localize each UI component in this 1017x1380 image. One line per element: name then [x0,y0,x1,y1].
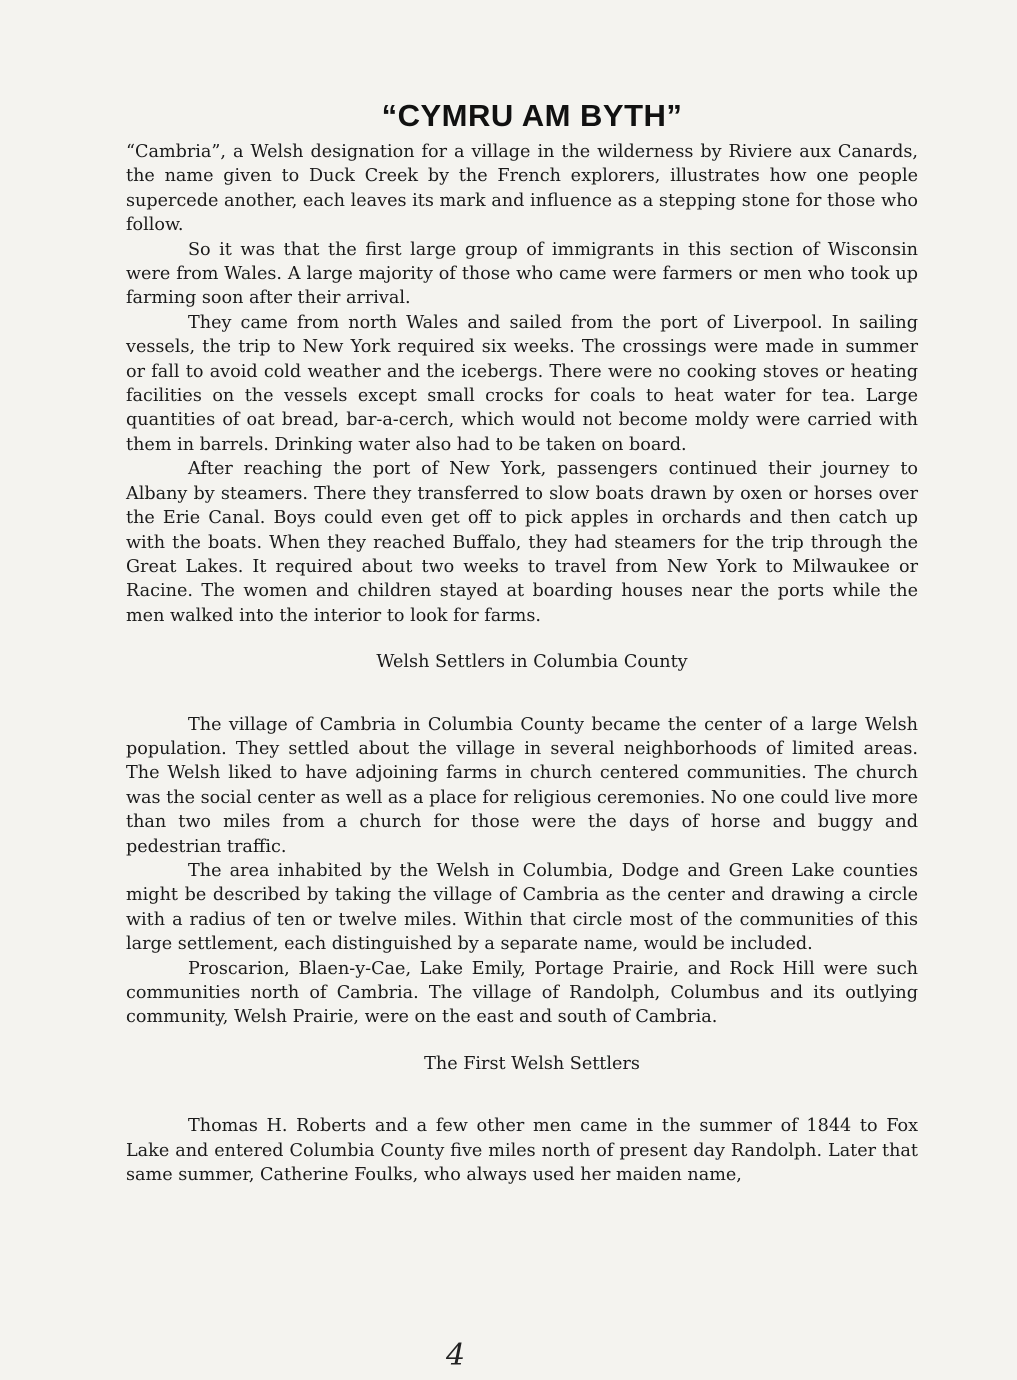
page-title: “CYMRU AM BYTH” [381,98,683,133]
intro-paragraph-3: They came from north Wales and sailed from the port of Liverpool. In sailing vessels, the trip to New York required six weeks. The crossings were made in summer or fall to avoid cold weather and the icebergs. There were no cooking stoves or heating facilities on the vessels except small crocks for coals to heat water for tea. Large quantities of oat bread, bar-a-cerch, which would not become moldy were carried with them in barrels. Drinking water also had to be taken on board. [126,312,918,455]
section-heading-columbia-county: Welsh Settlers in Columbia County [376,652,688,673]
document-page [126,96,918,1187]
intro-paragraph-4: After reaching the port of New York, passengers continued their journey to Albany by steamers. There they transferred to slow boats drawn by oxen or horses over the Erie Canal. Boys could even get off to pick apples in orchards and then catch up with the boats. When they reached Buffalo, they had steamers for the trip through the Great Lakes. It required about two weeks to travel from New York to Milwaukee or Racine. The women and children stayed at boarding houses near the ports while the men walked into the interior to look for farms. [126,459,918,626]
intro-paragraph-1: “Cambria”, a Welsh designation for a village in the wilderness by Riviere aux Canards, the name given to Duck Creek by the French explorers, illustrates how one people supercede another, each leaves its mark and influence as a stepping stone for those who follow. [126,142,918,236]
intro-paragraph-2: So it was that the first large group of immigrants in this section of Wisconsin were from Wales. A large majority of those who came were farmers or men who took up farming soon after their arrival. [126,239,918,309]
section-heading-first-settlers: The First Welsh Settlers [424,1053,640,1074]
first-settlers-paragraph-1: Thomas H. Roberts and a few other men came in the summer of 1844 to Fox Lake and entered Columbia County five miles north of present day Randolph. Later that same summer, Catherine Foulks, who always used her maiden name, [126,1116,918,1186]
columbia-paragraph-3: Proscarion, Blaen-y-Cae, Lake Emily, Portage Prairie, and Rock Hill were such communities north of Cambria. The village of Randolph, Columbus and its outlying community, Welsh Prairie, were on the east and south of Cambria. [126,958,918,1028]
page-number: 4 [446,1338,466,1373]
columbia-paragraph-2: The area inhabited by the Welsh in Columbia, Dodge and Green Lake counties might be described by taking the village of Cambria as the center and drawing a circle with a radius of ten or twelve miles. Within that circle most of the communities of this large settlement, each distinguished by a separate name, would be included. [126,860,918,955]
columbia-paragraph-1: The village of Cambria in Columbia County became the center of a large Welsh population. They settled about the village in several neighborhoods of limited areas. The Welsh liked to have adjoining farms in church centered communities. The church was the social center as well as a place for religious ceremonies. No one could live more than two miles from a church for those were the days of horse and buggy and pedestrian traffic. [126,714,918,857]
